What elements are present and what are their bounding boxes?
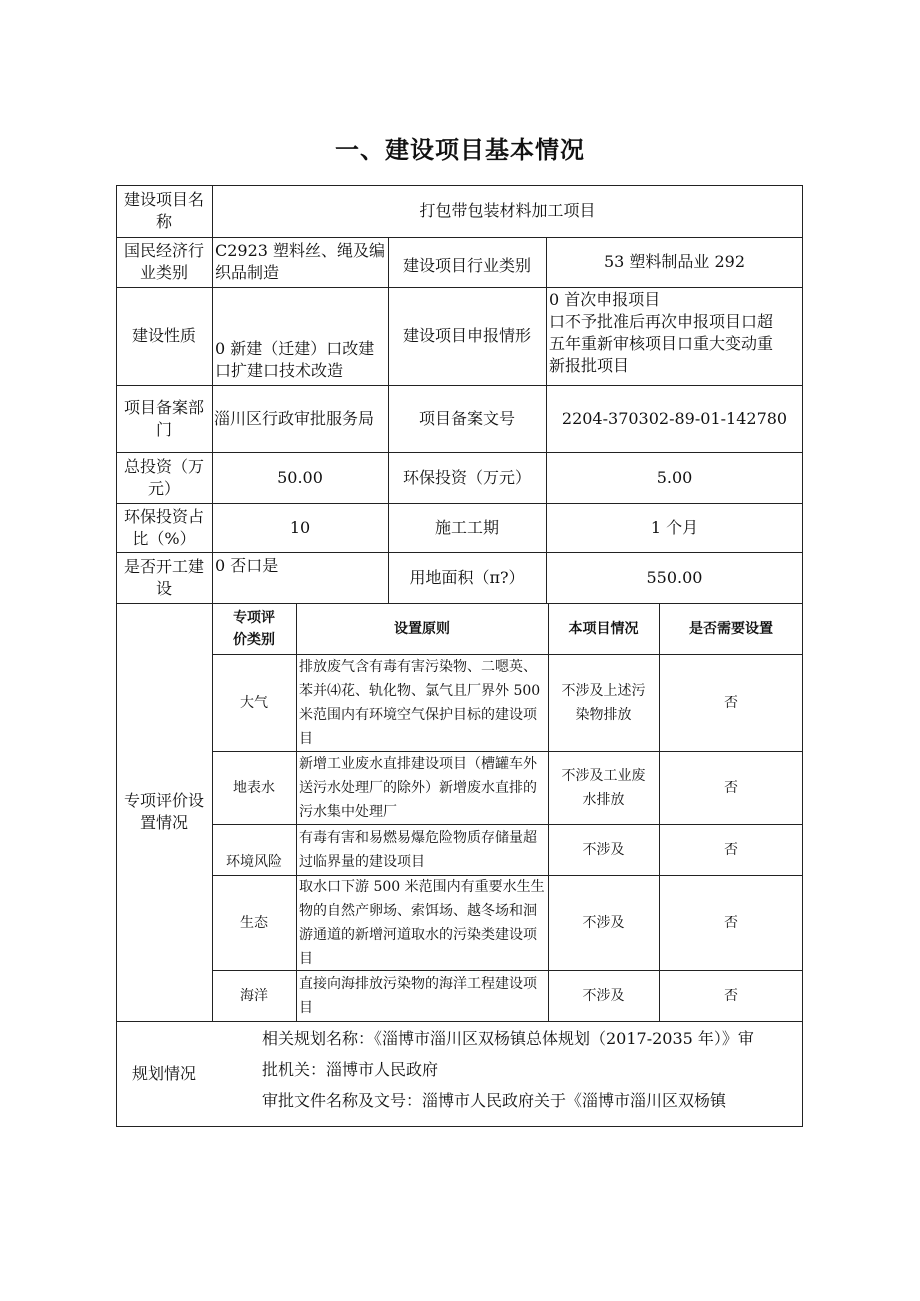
declare-line: 0 首次申报项目 <box>549 290 661 309</box>
construction-nature-label: 建设性质 <box>131 326 196 345</box>
total-invest-label: 总投资（万元） <box>123 456 204 498</box>
table-row-principle: 有毒有害和易燃易爆危险物质存储量超过临界量的建设项目 <box>299 829 537 870</box>
planning-line: 相关规划名称：《淄博市淄川区双杨镇总体规划（2017-2035 年）》审 <box>262 1029 754 1048</box>
table-row-category: 环境风险 <box>226 854 282 870</box>
planning-line: 审批文件名称及文号：淄博市人民政府关于《淄博市淄川区双杨镇 <box>262 1091 727 1110</box>
table-row-situation: 不涉及 <box>582 914 625 931</box>
header-principle: 设置原则 <box>394 620 450 637</box>
table-row-situation: 不涉及上述污染物排放 <box>561 682 646 723</box>
header-category: 专项评价类别 <box>233 609 275 648</box>
record-dept-value: 淄川区行政审批服务局 <box>214 408 375 428</box>
table-row-category: 大气 <box>240 694 268 711</box>
planning-content <box>262 1023 792 1116</box>
table-row-need: 否 <box>724 987 738 1004</box>
project-name-value: 打包带包装材料加工项目 <box>419 201 596 220</box>
project-name-label: 建设项目名称 <box>123 190 204 231</box>
table-row-need: 否 <box>724 914 738 931</box>
record-no-label: 项目备案文号 <box>418 408 515 428</box>
total-invest-value: 50.00 <box>277 467 323 487</box>
record-dept-label: 项目备案部门 <box>123 397 204 439</box>
project-info-table <box>116 185 803 1127</box>
header-situation: 本项目情况 <box>568 620 639 637</box>
table-row-category: 海洋 <box>240 987 268 1004</box>
table-row-principle: 直接向海排放污染物的海洋工程建设项目 <box>299 975 537 1016</box>
project-industry-value: 53 塑料制品业 292 <box>603 252 746 271</box>
construction-period-label: 施工工期 <box>434 517 499 537</box>
declare-situation-label: 建设项目申报情形 <box>402 326 531 345</box>
table-row-category: 地表水 <box>233 779 275 796</box>
table-row-principle: 新增工业废水直排建设项目（槽罐车外送污水处理厂的除外）新增废水直排的污水集中处理厂 <box>299 755 537 820</box>
started-label: 是否开工建设 <box>123 556 204 598</box>
construction-period-value: 1 个月 <box>650 517 699 537</box>
table-row-need: 否 <box>724 694 738 711</box>
planning-line: 批机关：淄博市人民政府 <box>262 1060 439 1079</box>
planning-label: 规划情况 <box>131 1064 196 1083</box>
declare-line: 五年重新审核项目口重大变动重 <box>549 334 774 353</box>
table-row-situation: 不涉及 <box>582 987 625 1004</box>
land-area-label: 用地面积（π?） <box>409 567 525 587</box>
table-row-principle: 排放废气含有毒有害污染物、二嗯英、苯并⑷花、轨化物、氯气且厂界外 500 米范围内有环境空气保护目标的建设项目 <box>299 658 541 747</box>
declare-situation-value <box>546 287 803 385</box>
project-industry-label: 建设项目行业类别 <box>402 256 531 275</box>
header-need: 是否需要设置 <box>689 620 773 637</box>
declare-line: 新报批项目 <box>549 356 630 375</box>
record-no-value: 2204-370302-89-01-142780 <box>561 408 788 428</box>
env-ratio-label: 环保投资占比（%） <box>123 506 204 548</box>
table-row-need: 否 <box>724 779 738 796</box>
special-eval-label: 专项评价设置情况 <box>123 791 204 832</box>
industry-value: C2923 塑料丝、绳及编织品制造 <box>215 241 386 282</box>
table-row-situation: 不涉及 <box>582 841 625 858</box>
table-row-principle: 取水口下游 500 米范围内有重要水生生物的自然产卵场、索饵场、越冬场和洄游通道的新增河道取水的污染类建设项目 <box>299 878 545 967</box>
declare-line: 口不予批准后再次申报项目口超 <box>549 312 774 331</box>
industry-label: 国民经济行业类别 <box>123 241 204 282</box>
page-title: 一、建设项目基本情况 <box>335 136 585 164</box>
env-invest-label: 环保投资（万元） <box>402 467 531 487</box>
construction-nature-value: 0 新建（迁建）口改建口扩建口技术改造 <box>215 339 375 380</box>
started-value: 0 否口是 <box>215 556 279 575</box>
env-invest-value: 5.00 <box>656 467 693 487</box>
land-area-value: 550.00 <box>646 567 703 587</box>
table-row-need: 否 <box>724 841 738 858</box>
table-row-category: 生态 <box>240 914 268 931</box>
table-row-situation: 不涉及工业废水排放 <box>561 767 646 808</box>
env-ratio-value: 10 <box>289 517 311 537</box>
